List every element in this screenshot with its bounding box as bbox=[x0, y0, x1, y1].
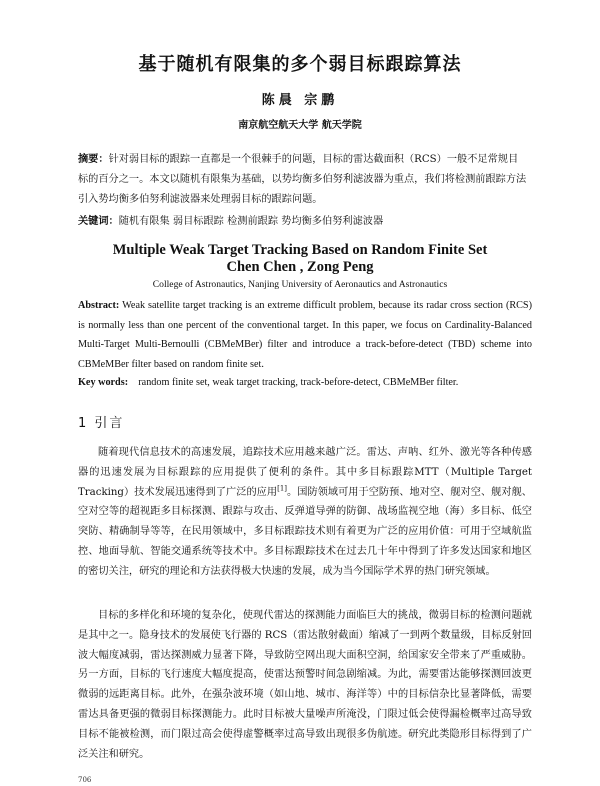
para1-text-b: 。国防领域可用于空防预、地对空、舰对空、舰对舰、空对空等的超视距多目标探测、跟踪与攻击、反弹道导弹的防御、战场监视空地（海）多目标、低空突防、精确制导等等，在民用领域中，多目标跟踪技术则有着更为广泛的应用价值：可用于空域航监控、地面导航、智能交通系统等技术中。多目标跟踪技术在过去几十年中得到了许多发达国家和地区的密切关注，研究的理论和方法获得极大快速的发展，成为当今国际学术界的热门研究领域。 bbox=[78, 486, 532, 577]
en-authors: Chen Chen , Zong Peng bbox=[226, 259, 374, 275]
cn-keywords-text: 随机有限集 弱目标跟踪 检测前跟踪 势均衡多伯努利滤波器 bbox=[118, 216, 384, 227]
section-heading: 1 引言 bbox=[78, 416, 125, 431]
en-keywords-text: random finite set, weak target tracking, track-before-detect, CBMeMBer filter. bbox=[138, 377, 459, 388]
body-paragraph-2: 目标的多样化和环境的复杂化，使现代雷达的探测能力面临巨大的挑战，微弱目标的检测问题就是其中之一。隐身技术的发展使飞行器的 RCS（雷达散射截面）缩减了一到两个数量级，目标反射回波大幅度减弱，雷达探测威力显著下降，导致防空网出现大面积空洞，给国家安全带来了严重威胁。另一方面，目标的飞行速度大幅度提高，使雷达预警时间急剧缩减。为此，需要雷达能够探测回波更微弱的远距离目标。此外，在强杂波环境（如山地、城市、海洋等）中的目标信杂比显著降低，需要雷达具备更强的微弱目标探测能力。此时目标被大量噪声所淹没，门限过低会使得漏检概率过高导致目标不能被检测，而门限过高会使得虚警概率过高导致出现很多伪航迹。研究此类隐形目标得到了广泛关注和研究。 bbox=[78, 610, 532, 760]
para1-text-a: 随着现代信息技术的高速发展，追踪技术应用越来越广泛。雷达、声呐、红外、激光等各种传感器的迅速发展为目标跟踪的应用提供了便利的条件。其中多目标跟踪MTT（Multiple Target Tracking）技术发展迅速得到了广泛的应用 bbox=[78, 447, 532, 498]
citation-ref: [1] bbox=[277, 484, 288, 493]
en-abstract-text: Weak satellite target tracking is an extreme difficult problem, because its radar cross section (RCS) is normally less than one percent of the conventional target. In this paper, we focus on Cardinality-Balanced Multi-Target Multi-Bernoulli (CBMeMBer) filter and introduce a track-before-detect (TBD) scheme into CBMeMBer filter based on random finite set. bbox=[78, 300, 532, 370]
cn-authors: 陈晨 宗鹏 bbox=[261, 93, 339, 108]
en-affiliation: College of Astronautics, Nanjing University of Aeronautics and Astronautics bbox=[152, 279, 448, 290]
en-keywords-label: Key words: bbox=[78, 377, 129, 388]
cn-keywords bbox=[78, 211, 528, 232]
cn-title: 基于随机有限集的多个弱目标跟踪算法 bbox=[138, 54, 462, 75]
en-keywords bbox=[78, 373, 532, 393]
en-abstract-label: Abstract: bbox=[78, 300, 120, 311]
cn-keywords-label: 关键词： bbox=[78, 215, 119, 227]
cn-abstract-text: 针对弱目标的跟踪一直都是一个很棘手的问题，目标的雷达截面积（RCS）一般不足常规目标的百分之一。本文以随机有限集为基础，以势均衡多伯努利滤波器为重点，我们将检测前跟踪方法引入势均衡多伯努利滤波器来处理弱目标的跟踪问题。 bbox=[78, 154, 527, 205]
cn-abstract bbox=[78, 149, 528, 210]
en-title: Multiple Weak Target Tracking Based on Random Finite Set bbox=[112, 242, 488, 258]
en-abstract bbox=[78, 296, 532, 374]
page-number: 706 bbox=[78, 776, 92, 784]
cn-affiliation: 南京航空航天大学 航天学院 bbox=[238, 120, 362, 131]
cn-abstract-label: 摘要： bbox=[78, 153, 109, 165]
body-paragraph-1 bbox=[78, 443, 532, 582]
